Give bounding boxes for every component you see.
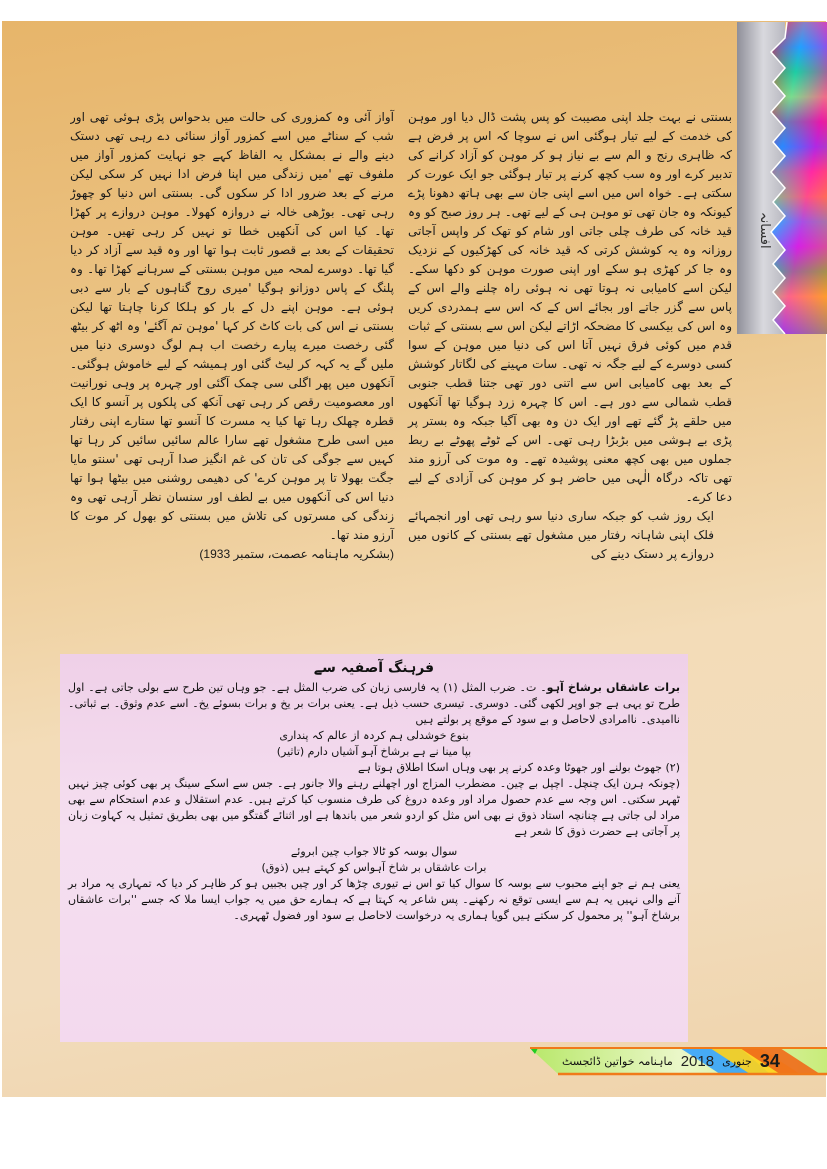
glossary-entry-heading: برات عاشقاں برشاخ آہو [546, 681, 680, 694]
verse-line: سوال بوسہ کو ٹالا جواب چین ابروئے [290, 845, 458, 858]
glossary-entry [68, 680, 680, 728]
section-label: افسانہ [757, 211, 772, 249]
glossary-box [60, 654, 688, 1042]
glossary-conclusion: یعنی ہم نے جو اپنے محبوب سے بوسہ کا سوال کیا تو اس نے تیوری چڑھا کر اور چیں بجبیں ہو کر ظاہر کر دیا کہ تمہاری یہ مراد بر آنے والی نہیں یہ ہم سے ایسی توقع نہ رکھنے۔ پس شاعر یہ کہتا ہے کہ ہمارے حق میں یہ جواب ایسا ملا کہ جسے ''برات عاشقاں برشاخ آہو'' پر محمول کر سکتے ہیں گویا ہماری یہ درخواست لاحاصل بے سود اور فضول ٹھہری۔ [68, 877, 680, 922]
story-text: آواز آئی وہ کمزوری کی حالت میں بدحواس پڑی ہوئی تھی اور شب کے سناٹے میں اسے کمزور آواز سنائی دے رہی تھی دستک دینے والے نے بمشکل یہ الفاظ کہے جو نہایت کمزور آواز میں ملفوف تھے 'میں زندگی میں اپنا فرض ادا نہیں کر سکی لیکن مرنے کے بعد ضرور ادا کر سکوں گی۔ بسنتی اس دنیا کو چھوڑ رہی تھی۔ بوڑھی خالہ نے دروازہ کھولا۔ موہن دروازے پر کھڑا تھا۔ کیا اس کی آنکھیں خطا تو نہیں کر رہی تھیں۔ موہن تحقیقات کے بعد بے قصور ثابت ہوا تھا اور وہ قید سے آزاد کر دیا گیا تھا۔ دوسرے لمحہ میں موہن بسنتی کے سرہانے کھڑا تھا۔ وہ پلنگ کے پاس دوزانو ہوگیا 'میری روح گناہوں کے بار سے دبی ہوئی ہے۔ موہن اپنے دل کے بار کو ہلکا کرنا چاہتا تھا لیکن بسنتی نے اس کی بات کاٹ کر کہا 'موہن تم آگئے' وہ اٹھ کر بیٹھ گئی رخصت میرے پیارے رخصت اب ہم لوگ دوسری دنیا میں ملیں گے یہ کہہ کر لیٹ گئی اور ہمیشہ کے لیے خاموش ہوگئی۔ آنکھوں میں پھر اگلی سی چمک آگئی اور چہرہ پر وہی نورانیت اور معصومیت رقص کر رہی تھی آنکھ کی پلکوں پر آنسو کا ایک قطرہ چھلک رہا تھا کیا یہ مسرت کا آنسو تھا ستارے اپنی رفتار میں اسی طرح مشغول تھے سارا عالم سائیں سائیں کر رہا تھا کہیں سے جوگی کی تان کی غم انگیز صدا آرہی تھی 'سنتو مایا جگت بھولا تا پر موہن کرے' کی دھیمی روشنی میں بیٹھا ہوا تھا دنیا اس کی آنکھوں میں بے لطف اور سنسان نظر آرہی تھی وہ زندگی کی مسرتوں کی تلاش میں بسنتی کو بھول کر موت کا آرزو مند تھا۔ [70, 110, 394, 542]
colorful-mosaic-decoration [765, 22, 827, 334]
magazine-name: ماہنامہ خواتین ڈائجسٹ [562, 1054, 673, 1068]
issue-month: جنوری [722, 1054, 752, 1068]
story-area [70, 108, 732, 650]
glossary-explanation: (چونکہ ہرن ایک چنچل۔ اچپل بے چین۔ مضطرب المزاج اور اچھلنے رہنے والا جانور ہے۔ جس سے اسکے سینگ پر بھی کوئی چیز نہیں ٹھہر سکتی۔ اس وجہ سے عدم حصول مراد اور وعدہ دروغ کی طرف منسوب کیا کرتے ہیں۔ عدم استقلال و عدم استحکام سے بھی مراد لی جاتی ہے چنانچہ استاد ذوق نے بھی اس مثل کو اردو شعر میں باندھا ہے اور اثنائے گفتگو میں بھی بطریق تمثیل یہ کہاوت زبان پر آجاتی ہے حضرت ذوق کا شعر ہے [68, 777, 680, 838]
story-column-right [408, 108, 732, 650]
glossary-entry-text: ۔ ت۔ ضرب المثل (۱) یہ فارسی زبان کی ضرب المثل ہے۔ جو وہاں تین طرح سے بولی جاتی ہے۔ اول طرح تو یہی ہے جو اوپر لکھی گئی۔ دوسری۔ تیسری حسب ذیل ہے۔ یعنی برات بر یخ و برات بسوئے یخ۔ اسے عدم وثوق۔ بے ثباتی۔ ناامیدی۔ ناامرادی لاحاصل و بے سود کے موقع پر بولتے ہیں [68, 681, 680, 726]
issue-year: 2018 [680, 1052, 715, 1070]
footer-info [562, 1050, 780, 1072]
story-paragraph [70, 108, 394, 545]
page-number: 34 [759, 1050, 780, 1071]
verse-line: بنوع خوشدلی ہم کردہ از عالم کہ پنداری [279, 729, 469, 742]
glossary-note: (۲) جھوٹ بولنے اور جھوٹا وعدہ کرنے پر بھی وہاں اسکا اطلاق ہوتا ہے [358, 761, 680, 774]
story-citation: (بشکریہ ماہنامہ عصمت، ستمبر 1933) [199, 547, 394, 561]
story-column-left [70, 108, 394, 650]
verse-line: بپا مینا نے ہے برشاخ آہو آشیاں دارم (تاثیر) [276, 745, 472, 758]
glossary-body [68, 680, 680, 924]
verse-line: برات عاشقاں بر شاخ آہواس کو کہتے ہیں (ذوق) [261, 861, 487, 874]
story-paragraph: بسنتی نے بہت جلد اپنی مصیبت کو پس پشت ڈال دیا اور موہن کی خدمت کے لیے تیار ہوگئی اس نے سوچا کہ اس پر فرض ہے کہ ظاہری رنج و الم سے بے نیاز ہو کر موہن کو آزاد کرانے کی تدبیر کرے اور وہ سب کچھ کرنے پر تیار ہوگئی جو ایک عورت کر سکتی ہے۔ خواہ اس میں اسے اپنی جان سے بھی ہاتھ دھونا پڑے کیونکہ وہ جان تھی تو موہن ہی کے لیے تھی۔ ہر روز صبح کو وہ قید خانہ کی طرف چلی جاتی اور شام کو تھک کر واپس آجاتی روزانہ وہ یہ کوشش کرتی کہ قید خانہ کی کھڑکیوں کے نزدیک وہ جا کر کھڑی ہو سکے اور اپنی صورت موہن کو دکھا سکے۔ لیکن اسے کامیابی نہ ہوتا تھی نہ ہوئی راہ چلنے والے اس کے پاس سے گزر جاتے اور بجائے اس کے کہ اس سے ہمدردی کریں وہ اس کی بیکسی کا مضحکہ اڑاتے لیکن اس سے بسنتی کے ثبات قدم میں کوئی فرق نہیں آتا اس کی دنیا میں موہن کے سوا کسی دوسرے کے لیے جگہ نہ تھی۔ سات مہینے کی لگاتار کوشش کے بعد بھی کامیابی اس سے اتنی دور تھی جتنا قطب جنوبی قطب شمالی سے دور ہے۔ اس کا چہرہ زرد ہوگیا تھا آنکھوں میں حلقے پڑ گئے تھے اور ایک دن وہ بھی آگیا جبکہ وہ بستر پر پڑی بے ہوشی میں بڑبڑا رہی تھی۔ اس کے ٹوٹے پھوٹے بے ربط جملوں میں بھی کچھ معنی پوشیدہ تھے۔ وہ موت کی آرزو مند تھی تاکہ درگاہ الٰہی میں حاضر ہو کر موہن کی آزادی کے لیے دعا کرے۔ [408, 110, 732, 504]
section-side-tab [737, 22, 827, 334]
glossary-title: فرہنگ آصفیہ سے [313, 660, 435, 676]
story-paragraph: ایک روز شب کو جبکہ ساری دنیا سو رہی تھی اور انجمہائے فلک اپنی شاہانہ رفتار میں مشغول تھے بسنتی کے کانوں میں دروازے پر دستک دینے کی [408, 509, 714, 561]
